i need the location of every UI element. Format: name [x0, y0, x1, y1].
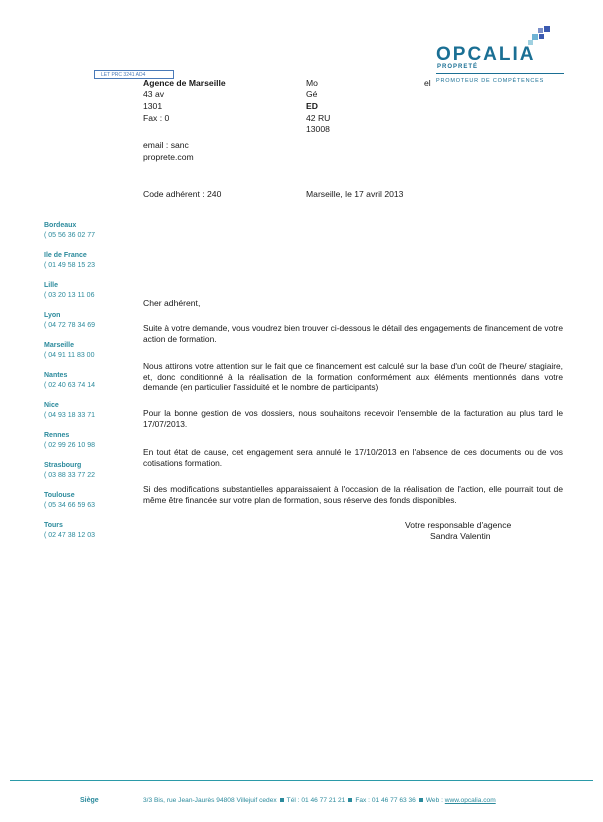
office-city: Marseille — [44, 342, 74, 349]
agency-email-domain: proprete.com — [143, 152, 194, 162]
reference-box: LET PRC 3241 AD4 — [94, 70, 174, 79]
office-phone: ( 04 72 78 34 69 — [44, 322, 95, 329]
bullet-square-icon — [280, 798, 284, 802]
agency-address-1: 43 av — [143, 89, 165, 99]
paragraph-2: Nous attirons votre attention sur le fait que ce financement est calculé sur la base d'un coût de l'heure/ stagiaire, et, donc conditionné à la réalisation de la formation conformément aux éléments mentionnés dans votre demande (en particulier l'assiduité et le nombre de participants) — [143, 361, 563, 393]
footer-address: 3/3 Bis, rue Jean-Jaurès 94808 Villejuif cedex — [143, 797, 277, 804]
office-city: Lille — [44, 282, 59, 289]
office-phone: ( 03 88 33 77 22 — [44, 472, 95, 479]
recipient-line-1-tail: el — [424, 78, 431, 88]
signature-name: Sandra Valentin — [430, 531, 491, 541]
logo-divider — [436, 73, 564, 74]
agency-email: email : sanc — [143, 140, 189, 150]
logo-tagline: PROMOTEUR DE COMPÉTENCES — [436, 78, 545, 84]
recipient-line-2: Gé — [306, 89, 318, 99]
recipient-line-5: 13008 — [306, 124, 330, 134]
office-phone: ( 01 49 58 15 23 — [44, 262, 95, 269]
office-phone: ( 02 47 38 12 03 — [44, 532, 95, 539]
office-city: Ile de France — [44, 252, 87, 259]
signature-title: Votre responsable d'agence — [405, 520, 512, 530]
footer-label: Siège — [80, 797, 99, 804]
office-phone: ( 02 40 63 74 14 — [44, 382, 95, 389]
office-phone: ( 03 20 13 11 06 — [44, 292, 95, 299]
office-phone: ( 05 34 66 59 63 — [44, 502, 95, 509]
logo-name: OPCALIA — [436, 44, 536, 65]
bullet-square-icon — [419, 798, 423, 802]
logo-subtitle: PROPRETÉ — [437, 64, 479, 70]
office-city: Bordeaux — [44, 222, 77, 229]
member-code: Code adhérent : 240 — [143, 189, 222, 199]
agency-name: Agence de Marseille — [143, 78, 226, 88]
office-phone: ( 04 93 18 33 71 — [44, 412, 95, 419]
paragraph-4: En tout état de cause, cet engagement sera annulé le 17/10/2013 en l'absence de ces documents ou de vos cotisations formation. — [143, 447, 563, 468]
paragraph-1: Suite à votre demande, vous voudrez bien trouver ci-dessous le détail des engagements de financement de votre action de formation. — [143, 323, 563, 344]
footer-web-link[interactable]: www.opcalia.com — [444, 797, 496, 804]
office-city: Toulouse — [44, 492, 75, 499]
agency-address-2: 1301 — [143, 101, 163, 111]
agency-fax: Fax : 0 — [143, 113, 170, 123]
office-city: Rennes — [44, 432, 70, 439]
place-date: Marseille, le 17 avril 2013 — [306, 189, 404, 199]
office-city: Lyon — [44, 312, 61, 319]
salutation: Cher adhérent, — [143, 298, 201, 308]
office-city: Nantes — [44, 372, 68, 379]
footer-web-label: Web : — [425, 797, 443, 804]
paragraph-5: Si des modifications substantielles apparaissaient à l'occasion de la réalisation de l'action, elle pourrait tout de même être financée sur votre plan de formation, sous réserve des fonds disponibles. — [143, 484, 563, 505]
office-phone: ( 05 56 36 02 77 — [44, 232, 95, 239]
bullet-square-icon — [348, 798, 352, 802]
office-phone: ( 04 91 11 83 00 — [44, 352, 95, 359]
office-city: Tours — [44, 522, 63, 529]
footer-tel: Tél : 01 46 77 21 21 — [286, 797, 346, 804]
footer-fax: Fax : 01 46 77 63 36 — [355, 797, 416, 804]
office-phone: ( 02 99 26 10 98 — [44, 442, 95, 449]
recipient-line-3: ED — [306, 101, 318, 111]
footer-contact — [143, 797, 496, 804]
recipient-line-4: 42 RU — [306, 113, 331, 123]
footer-divider — [10, 780, 593, 781]
office-city: Nice — [44, 402, 59, 409]
paragraph-3: Pour la bonne gestion de vos dossiers, nous souhaitons recevoir l'ensemble de la facturation au plus tard le 17/07/2013. — [143, 408, 563, 429]
recipient-line-1: Mo — [306, 78, 318, 88]
office-city: Strasbourg — [44, 462, 82, 469]
